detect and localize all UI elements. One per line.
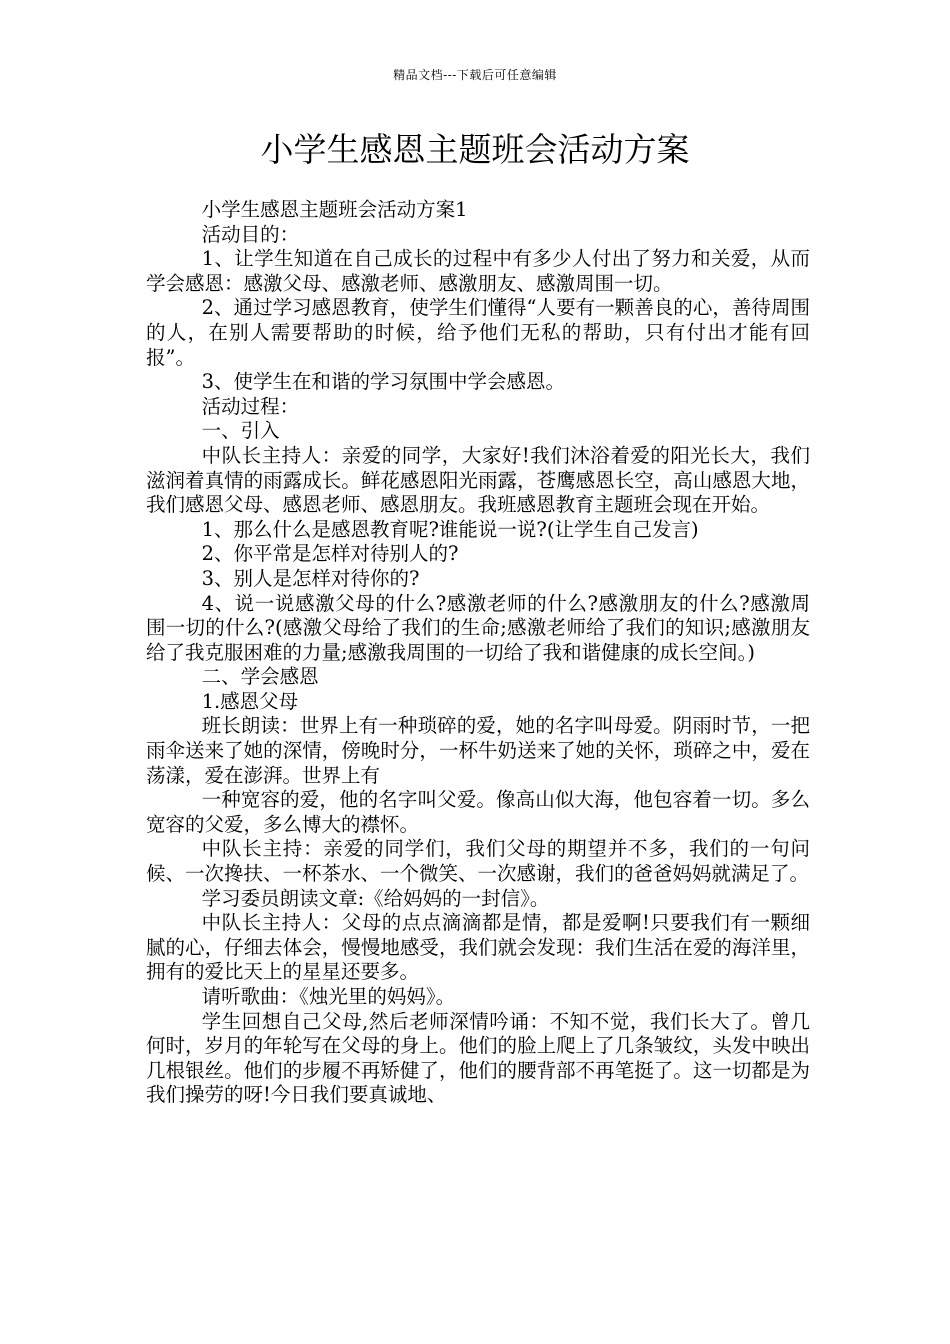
section-heading-learn: 二、学会感恩 [201,665,319,689]
section-heading-process: 活动过程： [201,394,300,418]
section-heading-purpose: 活动目的： [201,222,300,246]
paragraph: 学生回想自己父母,然后老师深情吟诵：不知不觉，我们长大了。曾几何时，岁月的年轮写在父母的身上。他们的脸上爬上了几条皱纹，头发中映出几根银丝。他们的步履不再矫健了，他们的腰背部不再笔挺了。这一切都是为我们操劳的呀!今日我们要真诚地、 [146,1009,810,1107]
paragraph: 中队长主持：亲爱的同学们，我们父母的期望并不多，我们的一句问候、一次搀扶、一杯茶水、一个微笑、一次感谢，我们的爸爸妈妈就满足了。 [146,837,810,886]
paragraph: 3、别人是怎样对待你的? [201,566,420,590]
paragraph: 2、你平常是怎样对待别人的? [201,542,459,566]
paragraph: 3、使学生在和谐的学习氛围中学会感恩。 [201,370,565,394]
paragraph: 中队长主持人：亲爱的同学，大家好!我们沐浴着爱的阳光长大，我们滋润着真情的雨露成长。鲜花感恩阳光雨露，苍鹰感恩长空，高山感恩大地，我们感恩父母、感恩老师、感恩朋友。我班感恩教育主题班会现在开始。 [146,443,810,517]
paragraph: 1、那么什么是感恩教育呢?谁能说一说?(让学生自己发言) [201,517,699,541]
paragraph: 班长朗读：世界上有一种琐碎的爱，她的名字叫母爱。阴雨时节，一把雨伞送来了她的深情，傍晚时分，一杯牛奶送来了她的关怀，琐碎之中，爱在荡漾，爱在澎湃。世界上有 [146,714,810,787]
paragraph: 4、说一说感激父母的什么?感激老师的什么?感激朋友的什么?感激周围一切的什么?(感激父母给了我们的生命;感激老师给了我们的知识;感激朋友给了我克服困难的力量;感激我周围的一切给了我和谐健康的成长空间。) [146,591,810,664]
paragraph: 2、通过学习感恩教育，使学生们懂得“人要有一颗善良的心，善待周围的人，在别人需要帮助的时候，给予他们无私的帮助，只有付出才能有回报”。 [146,296,810,369]
subtitle-line: 小学生感恩主题班会活动方案1 [201,198,468,221]
paragraph: 1、让学生知道在自己成长的过程中有多少人付出了努力和关爱，从而学会感恩：感激父母、感激老师、感激朋友、感激周围一切。 [146,247,810,295]
paragraph: 一种宽容的爱，他的名字叫父爱。像高山似大海，他包容着一切。多么宽容的父爱，多么博大的襟怀。 [146,788,810,836]
document-body [146,198,810,1108]
document-title: 小学生感恩主题班会活动方案 [260,130,690,169]
subsection-heading: 1.感恩父母 [201,689,299,713]
paragraph: 中队长主持人：父母的点点滴滴都是情，都是爱啊!只要我们有一颗细腻的心，仔细去体会，慢慢地感受，我们就会发现：我们生活在爱的海洋里，拥有的爱比天上的星星还要多。 [146,911,810,984]
paragraph: 学习委员朗读文章:《给妈妈的一封信》。 [201,886,550,910]
header-note: 精品文档---下载后可任意编辑 [393,68,557,82]
paragraph: 请听歌曲：《烛光里的妈妈》。 [201,985,456,1008]
section-heading-intro: 一、引入 [201,419,280,443]
